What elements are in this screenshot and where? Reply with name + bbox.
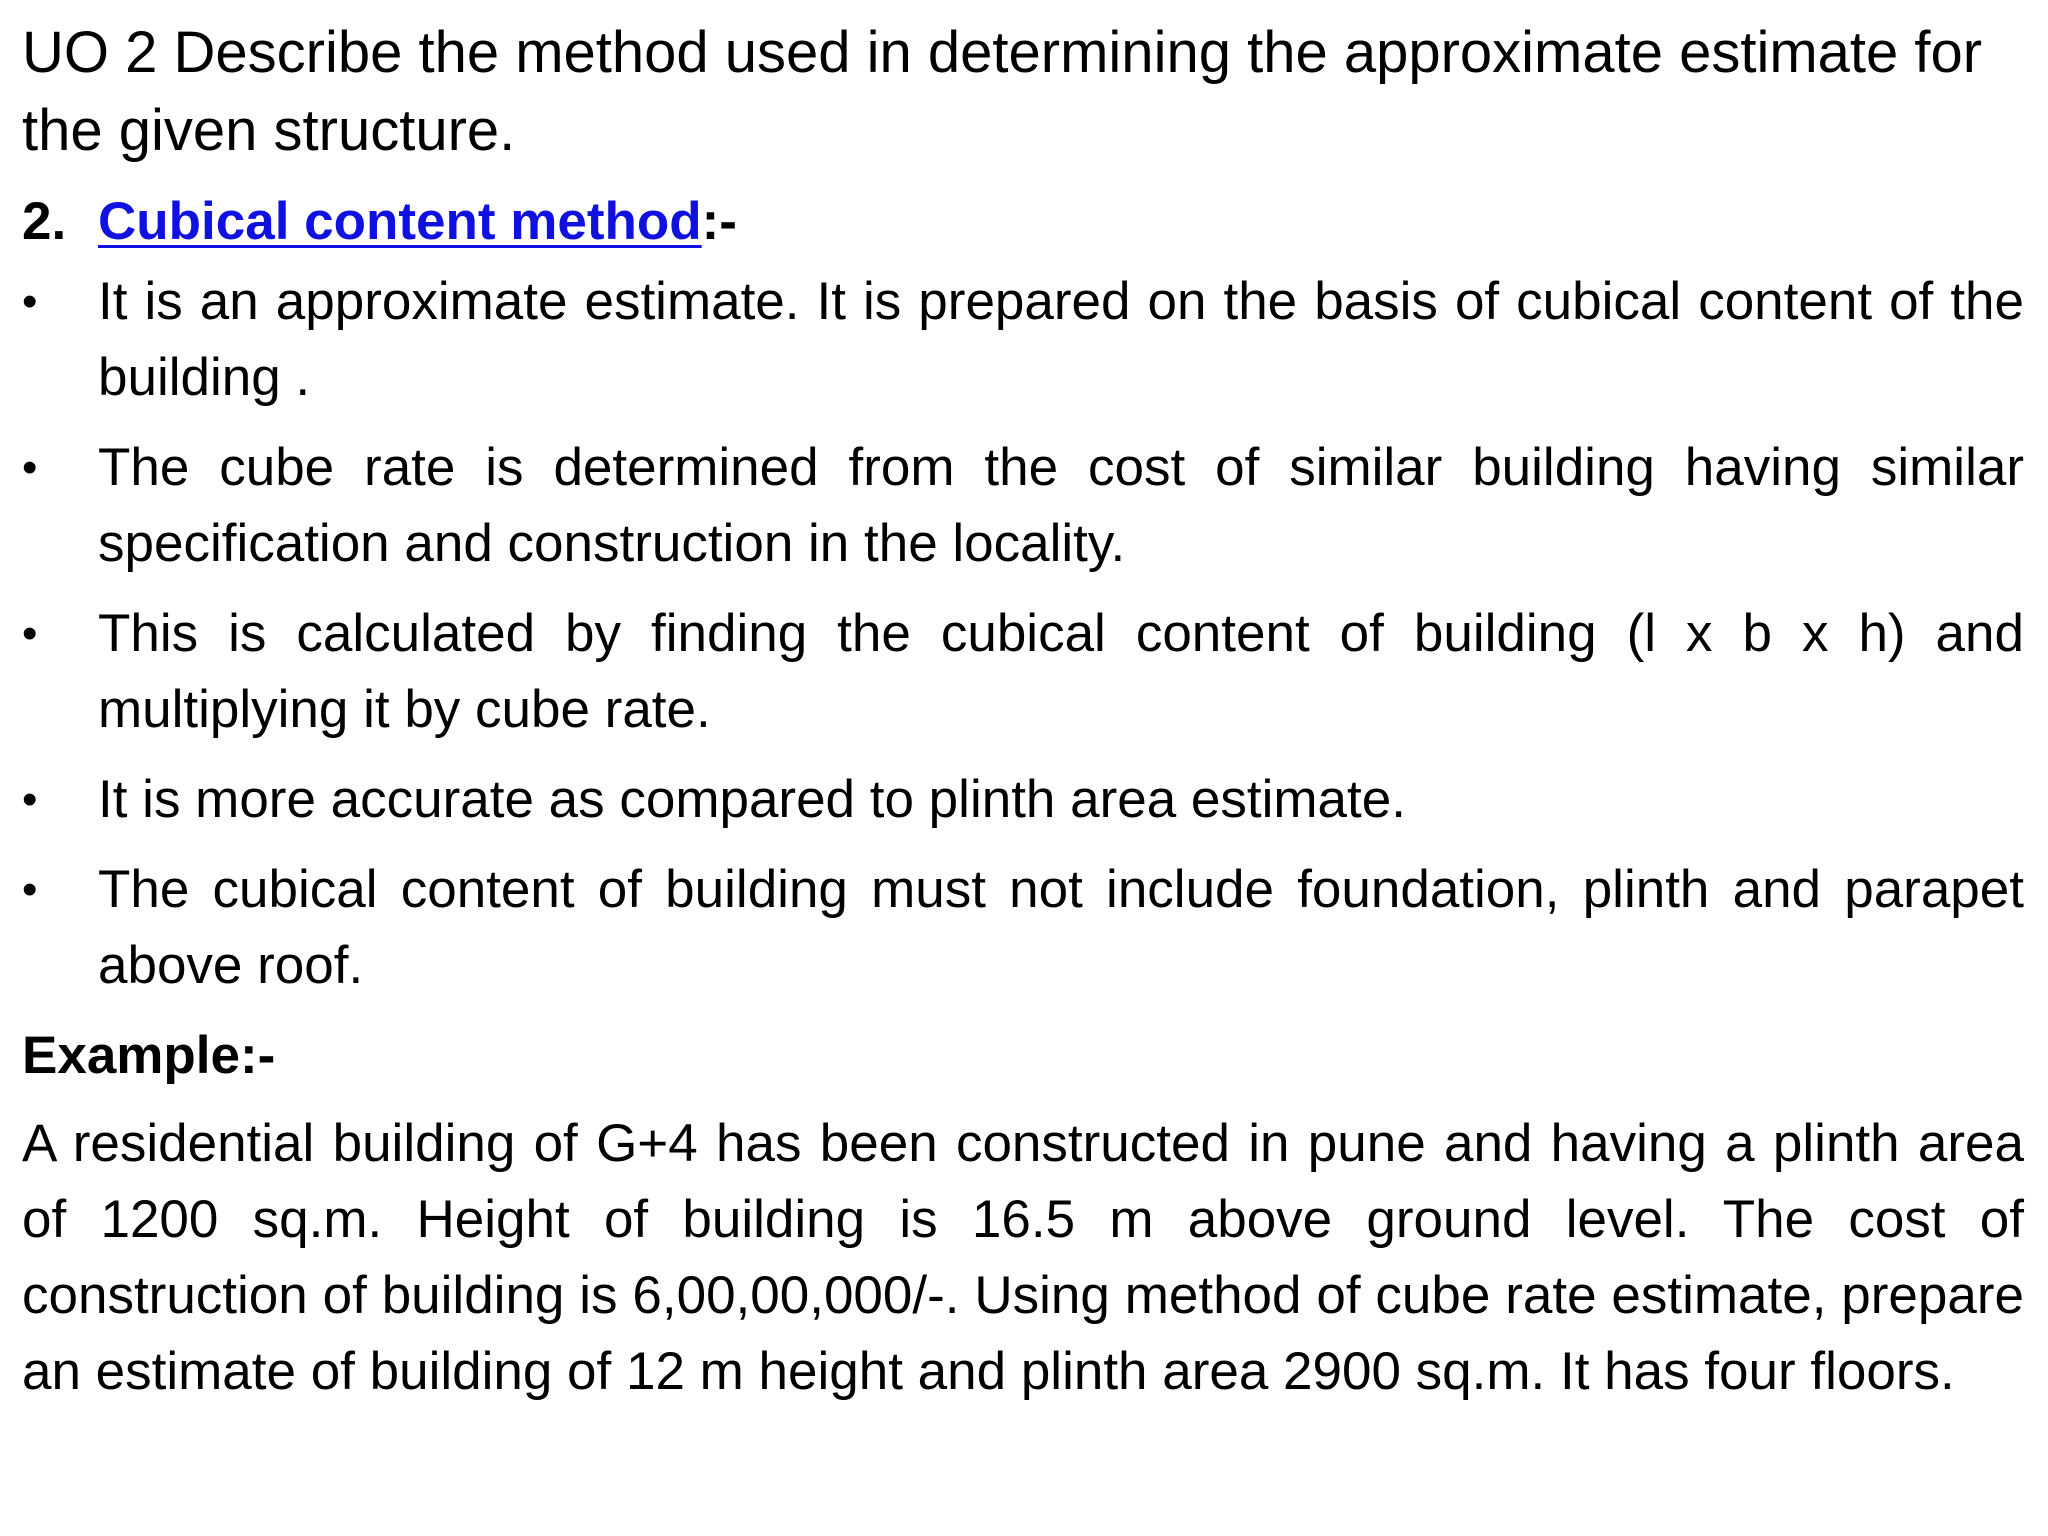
- page-title: UO 2 Describe the method used in determining the approximate estimate for the given structure.: [22, 20, 1983, 163]
- bullet-icon: •: [22, 277, 38, 326]
- bullet-icon: •: [22, 443, 38, 492]
- cubical-content-method-link[interactable]: Cubical content method: [98, 192, 702, 251]
- example-heading: Example:-: [22, 1026, 276, 1085]
- bullet-icon: •: [22, 775, 38, 824]
- section-title: [98, 184, 737, 260]
- bullet-text: The cube rate is determined from the cost of similar building having similar specification and construction in the locality.: [98, 438, 2024, 573]
- bullet-list: [22, 264, 2024, 1004]
- bullet-text: This is calculated by finding the cubical content of building (l x b x h) and multiplying it by cube rate.: [98, 604, 2024, 739]
- bullet-text: The cubical content of building must not include foundation, plinth and parapet above roof.: [98, 860, 2024, 995]
- list-item: [22, 762, 2024, 838]
- list-item: [22, 264, 2024, 416]
- list-item: [22, 430, 2024, 582]
- bullet-text: It is an approximate estimate. It is prepared on the basis of cubical content of the building .: [98, 272, 2024, 407]
- bullet-icon: •: [22, 609, 38, 658]
- list-item: [22, 596, 2024, 748]
- section-number: 2.: [22, 192, 67, 251]
- example-text: A residential building of G+4 has been constructed in pune and having a plinth area of 1200 sq.m. Height of building is 16.5 m above ground level. The cost of construction of building is 6,00,00,000/-. Using method of cube rate estimate, prepare an estimate of building of 12 m height and plinth area 2900 sq.m. It has four floors.: [22, 1114, 2024, 1401]
- list-item: [22, 852, 2024, 1004]
- slide-content: [22, 14, 2024, 1410]
- bullet-text: It is more accurate as compared to plinth area estimate.: [98, 770, 1406, 829]
- bullet-icon: •: [22, 865, 38, 914]
- section-heading: [22, 184, 2024, 260]
- section-suffix: :-: [701, 192, 737, 251]
